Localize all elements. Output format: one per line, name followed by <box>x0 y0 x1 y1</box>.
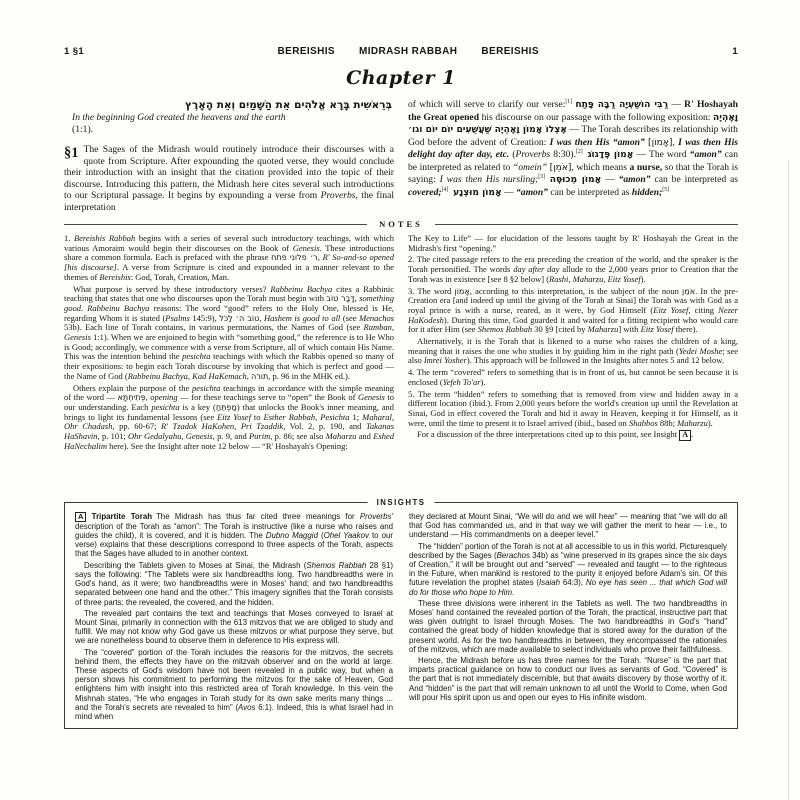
paragraph: Describing the Tablets given to Moses at Sinai, the Midrash (Shemos Rabbah 28 §1) says the following: “The Tablets were six handbreadths long. Two handbreadths were in God's hand, as it were; two handbreadths were in Moses' hand; and two handbreadths separated between one hand and the other.” This imagery signifies that the Torah consists of three parts: the revealed, the covered, and the hidden. <box>75 560 393 607</box>
running-head-title-part: MIDRASH RABBAH <box>359 46 458 57</box>
insights-columns <box>75 512 727 721</box>
verse-block <box>64 99 394 135</box>
verse-translation: In the beginning God created the heavens and the earth <box>72 112 286 123</box>
main-paragraph-right: of which will serve to clarify our verse:[1] רַבִּי הוֹשַׁעְיָה רַבָּה פָּתַח — R' Hoshayah the Great opened his discourse on our passage with the following exposition: וָאֶהְיֶה אֶצְלוֹ אָמוֹן וָאֶהְיֶה שַׁעֲשֻׁעִים יוֹם יוֹם וגו׳ — The Torah describes its relationship with God before the advent of Creation: I was then His “amon” [אָמוֹן], I was then His delight day after day, etc. (Proverbs 8:30).[2] אָמוֹן פֶּדָגוֹג — The word “amon” can be interpreted as related to “omein” [אֹמֵן], which means a nurse, so that the Torah is saying: I was then His nursling;[3] אָמוֹן מְכוּסֶּה — “amon” can be interpreted as covered;[4] אָמוֹן מוּצְנָע — “amon” can be interpreted as hidden;[5] <box>408 98 739 198</box>
insights-box <box>64 498 738 729</box>
insights-heading: INSIGHTS <box>368 498 435 507</box>
paragraph: A Tripartite Torah The Midrash has thus far cited three meanings for Proverbs' description of the Torah as “amon”: The Torah is instructive (like a nurse who raises and guides the child), it is covered, and it is hidden. The Dubno Maggid (Ohel Yaakov to our verse) explains that these descriptions correspond to three aspects of the Torah, aspects that the Sages have alluded to in another context. <box>75 512 394 559</box>
running-head <box>64 46 738 57</box>
main-column-left <box>64 99 394 213</box>
notes-divider <box>64 219 738 229</box>
paragraph: The revealed part contains the text and teachings that Moses conveyed to Israel at Mount Sinai, primarily in connection with the 613 mitzvos that we are obliged to study and fulfill. We may not know why God gave us these mitzvos or what purpose they serve, but we are nonetheless bound to observe them in deference to His express will. <box>75 608 393 646</box>
paragraph: 4. The term “covered” refers to something that is in front of us, but cannot be seen because it is enclosed (Yefeh To'ar). <box>408 367 738 387</box>
running-head-title-part: BEREISHIS <box>277 46 336 57</box>
running-head-title-part: BEREISHIS <box>481 46 539 57</box>
paragraph: Others explain the purpose of the pesichta teachings in accordance with the simple meaning of the word — פְּתִיחְתָּא, opening — for these teachings serve to “open” the Book of Genesis to our understanding. Each pesichta is a key (מַפְתֵּחַ) that unlocks the Book's inner meaning, and brings to light its fundamental lessons (see Eitz Yosef to Esther Rabbah, Pesichta 1; Maharal, Ohr Chadash, pp. 60-67; R' Tzadok HaKohen, Pri Tzaddik, Vol. 2, p. 190, and Takanas HaShavin, p. 101; Ohr Gedalyahu, Genesis, p. 9, and Purim, p. 86; see also Maharzu and Eshed HaNechalim here). See the Insight after note 12 below — “R' Hoshayah's Opening: <box>64 382 395 451</box>
paragraph: 1. Bereishis Rabbah begins with a series of several such introductory teachings, with which various Amoraim would begin their discourses on the Book of Genesis. These introductions share a common formula. Each is prefaced with the phrase ר׳ פלוני פתח, R' So-and-so opened [his discourse]. A verse from Scripture is cited and expounded in a manner relevant to the themes of Bereishis: God, Torah, Creation, Man. <box>64 234 395 282</box>
paragraph: they declared at Mount Sinai, “We will do and we will hear” — meaning that “we will do all that God has commanded us, and in that way we will gather the merit to hear — i.e., to understand — His commandments on a deeper level.” <box>409 512 727 540</box>
main-column-right <box>408 99 738 213</box>
notes-column-right <box>408 234 738 498</box>
paragraph: Alternatively, it is the Torah that is likened to a nurse who raises the children of a king, meaning that it raises the one who studies it by guiding him in the right path (Yedei Moshe; see also Imrei Yosher). This approach will be followed in the Insights after notes 5 and 12 below. <box>408 336 738 366</box>
main-paragraph-left-text: The Sages of the Midrash would routinely introduce their discourses with a quote from Scripture. After expounding the quoted verse, they would conclude their introduction with an insight that the citation provided into the topic of their discourse. Introducing this pattern, the Midrash here cites several such introductions to our Scriptural passage. It begins by expounding a verse from Proverbs, the final interpretation <box>64 144 394 213</box>
page-number: 1 <box>732 46 738 57</box>
chapter-title: Chapter 1 <box>346 67 456 89</box>
insights-column-left <box>75 512 393 721</box>
main-paragraph-left <box>64 144 394 213</box>
paragraph: 2. The cited passage refers to the era preceding the creation of the world, and the speaker is the Torah personified. The words day after day allude to the 2,000 years prior to Creation that the Torah was in existence [see 8 §2 below] (Rashi, Maharzu, Eitz Yosef). <box>408 254 738 284</box>
running-head-title <box>278 46 539 57</box>
paragraph: For a discussion of the three interpretations cited up to this point, see Insight A . <box>417 429 694 440</box>
paragraph: What purpose is served by these introductory verses? Rabbeinu Bachya cites a Rabbinic teaching that states that one who discourses upon the Torah must begin with דָּבָר טוֹב, something good. Rabbeinu Bachya reasons: The word “good” refers to the Holy One, blessed is He, regarding Whom it is stated (Psalms 145:9), טוֹב ה׳ לַכֹּל, Hashem is good to all (see Menachos 53b). Each line of Torah contains, in various permutations, the Names of God (see Ramban, Genesis 1:1). When we are enjoined to begin with “something good,” the reference is to He Who is Good; accordingly, we commence with a verse from Scripture, all of which contain His Name. This was the intention behind the pesichta teachings with which the Rabbis opened so many of their expositions: to begin each Torah discourse by invoking that which is perfect and good — the Name of God (Rabbeinu Bachya, Kad HaKemach, תורה, p. 96 in the MHK ed.). <box>64 283 395 381</box>
paragraph: The Key to Life” — for elucidation of the lessons taught by R' Hoshayah the Great in the Midrash's first “opening.” <box>408 234 738 253</box>
paragraph: The “covered” portion of the Torah includes the reasons for the mitzvos, the secrets behind them, the effects they have on the mitzvah observer and on the world at large. These aspects of God's wisdom have not been revealed in a public way, but when a person shows his commitment to performing the mitzvos for the sake of Heaven, God enlightens him with insight into this restricted area of Torah knowledge. In this vein the Mishnah states, “He who engages in Torah study for its own sake merits many things ... and the Torah's secrets are revealed to him” (Avos 6:1). Indeed, this is what Israel had in mind when <box>75 647 393 721</box>
insights-column-right <box>409 512 727 721</box>
section-marker: §1 <box>64 145 79 161</box>
page-content <box>64 46 738 729</box>
notes-heading: NOTES <box>379 219 423 229</box>
paragraph: The “hidden” portion of the Torah is not at all accessible to us in this world. Picturesquely described by the Sages (Berachos 34b) as “wine preserved in its grapes since the six days of Creation,” it will be brought out and “served” — revealed and taught — to the righteous in the Future, when mankind is restored to the purity it enjoyed before Adam's sin. Of this future revelation the prophet states (Isaiah 64:3), No eye has seen ... that which God will do for those who hope to Him. <box>409 541 728 597</box>
main-text-section <box>64 99 738 213</box>
paragraph: Hence, the Midrash before us has three names for the Torah. “Nurse” is the part that imparts practical guidance on how to conduct our lives as servants of God. “Covered” is the part that is not immediately discernible, but that awaits discovery by those worthy of it. And “hidden” is the part that will remain unknown to all until the World to Come, when God will pour His spirit upon us and open our eyes to His infinite wisdom. <box>409 656 727 702</box>
paragraph: 3. The word אָמוֹן, according to this interpretation, is the subject of the noun אֹמֵן. In the pre-Creation era [and indeed up until the giving of the Torah at Sinai] the Torah was with God as a royal prince is with a nurse, reared, as it were, by God Himself (Eitz Yosef, citing Nezer HaKodesh). During this time, God guarded it and waited for a fitting recipient who would care for it after Him (see Shemos Rabbah 30 §9 [cited by Maharzu] with Eitz Yosef there). <box>408 285 738 335</box>
verse-reference: (1:1). <box>72 123 94 135</box>
page-edge-shadow <box>788 160 789 800</box>
paragraph: 5. The term “hidden” refers to something that is removed from view and hidden away in a different location (ibid.). From 2,000 years before the world's creation up until the Revelation at Sinai, God in effect covered the Torah and hid it away in Heaven, keeping it for Himself, as it were, until the time to present it to Israel arrived (ibid., based on Shabbos 88b; Maharzu). <box>408 388 738 428</box>
notes-section <box>64 234 738 498</box>
verse-hebrew: בְּרֵאשִׁית בָּרָא אֱלֹהִים אֵת הַשָּׁמַיִם וְאֵת הָאָרֶץ <box>184 99 392 111</box>
notes-column-left <box>64 234 394 498</box>
running-head-section: 1 §1 <box>64 46 85 57</box>
paragraph: These three divisions were inherent in the Tablets as well. The two handbreadths in Moses' hand contained the revealed portion of the Torah, the practical, instructive part that was given outright to Israel through Moses. The two handbreadths in God's “hand” contained the great body of hidden knowledge that is stored away for the duration of the present world. As for the two handbreadths in between, they encompassed the rationales of the mitzvos, which are made available to select individuals who prove their faithfulness. <box>409 598 727 654</box>
